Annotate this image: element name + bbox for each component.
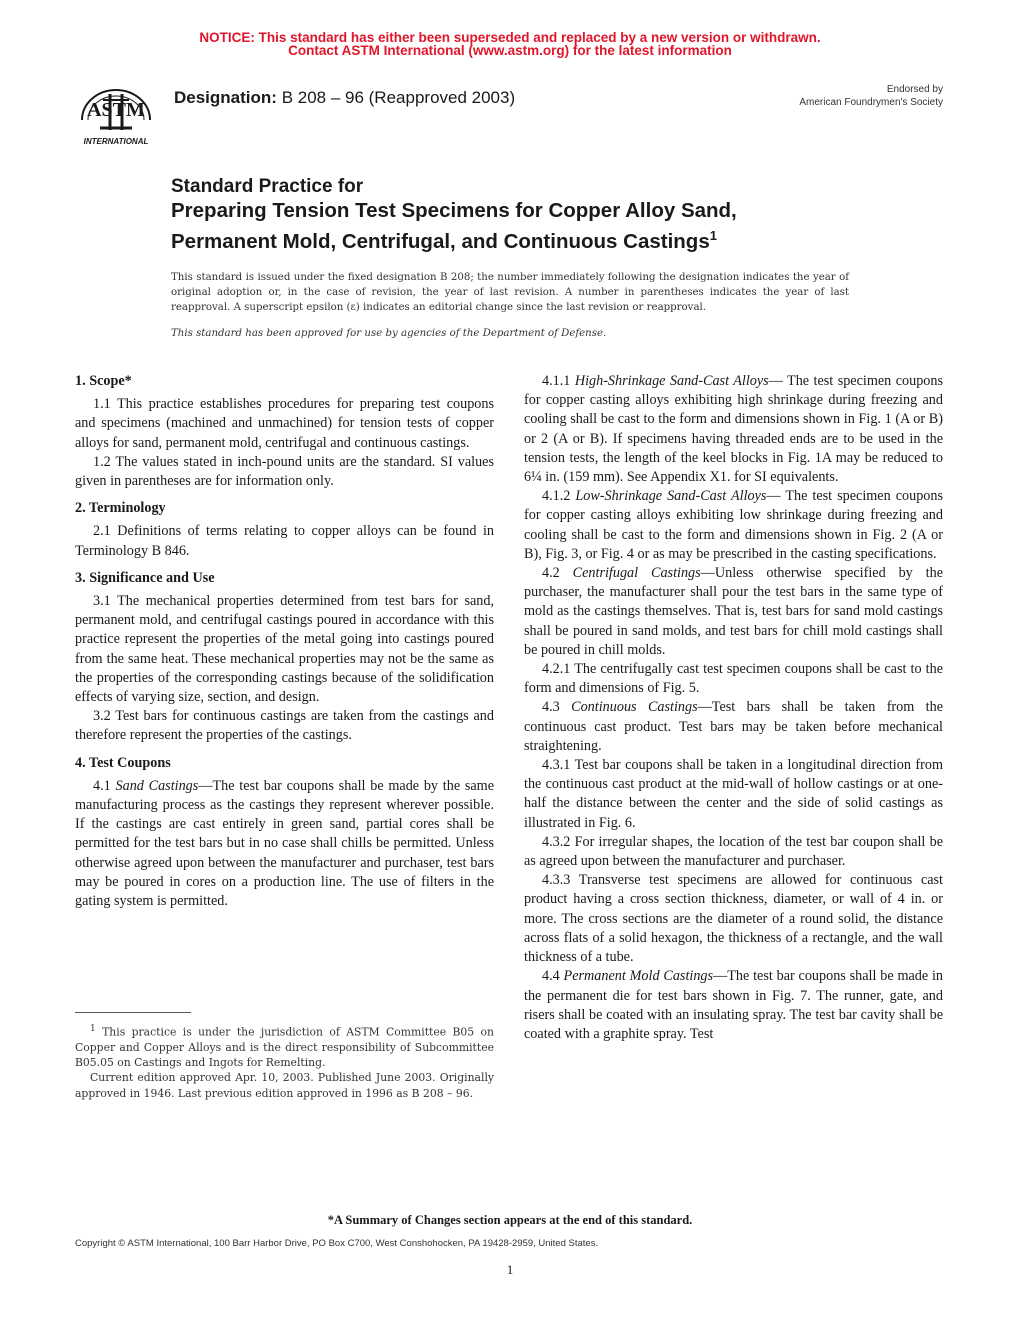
paragraph-4-1-2-text: — The test specimen coupons for copper casting alloys exhibiting low shrinkage during freezing and cooling shall be cast to the form and dimensions shown in Fig. 2 (A or B), Fig. 3, or Fig. 4 or as may be prescribed in the casting specifications.	[524, 488, 943, 562]
paragraph-4-2-1: 4.2.1 The centrifugally cast test specimen coupons shall be cast to the form and dimensions of Fig. 5.	[524, 661, 943, 697]
footnote-1-text: This practice is under the jurisdiction of ASTM Committee B05 on Copper and Copper Alloys and is the direct responsibility of Subcommittee B05.05 on Castings and Ingots for Remelting.	[75, 1025, 494, 1070]
footnote-rule	[75, 1012, 191, 1013]
section-heading-significance: 3. Significance and Use	[75, 569, 215, 586]
paragraph-4-2-title: Centrifugal Castings	[572, 565, 701, 582]
paragraph-4-1-2	[524, 487, 943, 564]
section-heading-scope: 1. Scope*	[75, 373, 132, 389]
paragraph-4-4	[524, 967, 943, 1044]
left-column	[75, 372, 494, 911]
copyright: Copyright © ASTM International, 100 Barr Harbor Drive, PO Box C700, West Conshohocken, PA 19428-2959, United States.	[75, 1238, 599, 1249]
title-line-2: Preparing Tension Test Specimens for Copper Alloy Sand,	[171, 199, 737, 222]
paragraph-4-1-number: 4.1	[93, 777, 116, 794]
footnotes	[75, 1022, 494, 1101]
title-line-3-wrap	[171, 223, 871, 254]
title-line-1: Standard Practice for	[171, 176, 364, 197]
paragraph-4-1	[75, 777, 494, 911]
endorsement	[799, 83, 943, 109]
paragraph-4-3-3: 4.3.3 Transverse test specimens are allowed for continuous cast product having a cross section thickness, diameter, or wall of 4 in. or more. The cross sections are the diameter of a round solid, the distance across flats of a solid hexagon, the thickness of a rectangle, and the wall thickness of a tube.	[524, 872, 943, 966]
paragraph-4-3-title: Continuous Castings	[571, 699, 698, 716]
approval-note: This standard has been approved for use by agencies of the Department of Defense.	[171, 328, 607, 339]
page-number: 1	[506, 1262, 514, 1277]
designation-label: Designation:	[174, 88, 277, 107]
paragraph-4-3	[524, 698, 943, 756]
endorsement-line-2: American Foundrymen's Society	[799, 97, 943, 108]
summary-note: *A Summary of Changes section appears at the end of this standard.	[327, 1213, 693, 1227]
right-column	[524, 372, 943, 1044]
paragraph-4-3-number: 4.3	[542, 699, 572, 716]
paragraph-3-1: 3.1 The mechanical properties determined from test bars for sand, permanent mold, and centrifugal castings poured in accordance with this practice represent the properties of the metal going into castings poured from the same heat. These mechanical properties may not be the same as the properties of the corresponding castings because of the solidification effects of varying size, section, and design.	[75, 593, 494, 706]
paragraph-1-1: 1.1 This practice establishes procedures for preparing test coupons and specimens (machined and unmachined) for tension tests of copper alloys for sand, permanent mold, centrifugal and continuous castings.	[75, 396, 494, 451]
footnote-1-mark: 1	[90, 1024, 96, 1034]
issue-note: This standard is issued under the fixed designation B 208; the number immediately following the designation indicates the year of original adoption or, in the case of revision, the year of last revision. A number in parentheses indicates the year of last reapproval. A superscript epsilon (ε) indicates an editorial change since the last revision or reapproval.	[171, 272, 849, 313]
paragraph-4-2-number: 4.2	[542, 565, 573, 582]
paragraph-4-3-text: —Test bars shall be taken from the continuous cast product. Test bars may be taken before mechanical straightening.	[524, 699, 943, 754]
astm-logo	[70, 80, 162, 148]
notice-line-1: NOTICE: This standard has either been superseded and replaced by a new version or withdrawn.	[199, 30, 821, 45]
paragraph-4-1-text: —The test bar coupons shall be made by the same manufacturing process as the castings they represent wherever possible. If the castings are cast entirely in green sand, partial cores shall be permitted for the test bars but in no case shall chills be permitted. Unless otherwise agreed upon between the manufacturer and purchaser, test bars may be poured in cores on a production line. The use of filters in the gating system is permitted.	[75, 777, 495, 910]
paragraph-2-1: 2.1 Definitions of terms relating to copper alloys can be found in Terminology B 846.	[75, 523, 494, 559]
logo-caption: INTERNATIONAL	[83, 137, 149, 146]
paragraph-4-3-1: 4.3.1 Test bar coupons shall be taken in a longitudinal direction from the continuous cast product at the mid-wall of hollow castings or at one-half the distance between the center and the side of solid castings as illustrated in Fig. 6.	[524, 757, 943, 831]
logo-letters: ASTM	[87, 99, 145, 121]
designation	[174, 88, 515, 108]
paragraph-4-3-2: 4.3.2 For irregular shapes, the location of the test bar coupon shall be as agreed upon between the manufacturer and purchaser.	[524, 833, 943, 870]
title-line-3: Permanent Mold, Centrifugal, and Continuous Castings	[171, 229, 710, 253]
paragraph-4-1-2-title: Low-Shrinkage Sand-Cast Alloys	[575, 488, 767, 505]
paragraph-4-2-text: —Unless otherwise specified by the purchaser, the manufacturer shall pour the test bars in the same type of mold as the castings themselves. That is, test bars for sand mold castings shall be poured in sand molds, and test bars for chill mold castings shall be poured in chill molds.	[524, 565, 944, 658]
paragraph-4-1-1-number: 4.1.1	[542, 373, 575, 389]
footnote-1-edition: Current edition approved Apr. 10, 2003. Published June 2003. Originally approved in 1946. Last previous edition approved in 1996 as B 208 – 96.	[75, 1071, 494, 1100]
designation-value: B 208 – 96 (Reapproved 2003)	[281, 88, 516, 107]
paragraph-3-2: 3.2 Test bars for continuous castings are taken from the castings and therefore represent the properties of the castings.	[75, 708, 494, 744]
paragraph-4-1-1	[524, 372, 943, 487]
endorsement-line-1: Endorsed by	[886, 84, 943, 95]
paragraph-4-1-1-title: High-Shrinkage Sand-Cast Alloys	[574, 373, 769, 389]
paragraph-4-1-title: Sand Castings	[115, 777, 199, 794]
paragraph-4-4-text: —The test bar coupons shall be made in the permanent die for test bars shown in Fig. 7. The runner, gate, and risers shall be coated with an insulating spray. The test bar cavity shall be coated with a graphite spray. Test	[524, 968, 944, 1042]
section-heading-terminology: 2. Terminology	[75, 500, 166, 517]
section-heading-test-coupons: 4. Test Coupons	[75, 754, 171, 771]
paragraph-4-1-1-text: — The test specimen coupons for copper casting alloys exhibiting high shrinkage during freezing and cooling shall be cast to the form and dimensions shown in Fig. 1 (A or B) or 2 (A or B). If specimens having threaded ends are to be used in the tension tests, the length of the keel blocks in Fig. 1A may be reduced to 6¼ in. (159 mm). See Appendix X1. for SI equivalents.	[524, 373, 944, 486]
footnote-1	[75, 1022, 494, 1070]
document-title	[171, 175, 871, 254]
title-footnote-mark: 1	[709, 228, 717, 243]
paragraph-4-4-title: Permanent Mold Castings	[563, 968, 714, 985]
paragraph-4-4-number: 4.4	[542, 968, 564, 985]
paragraph-4-2	[524, 564, 943, 660]
notice-line-2: Contact ASTM International (www.astm.org) for the latest information	[288, 43, 732, 58]
paragraph-4-1-2-number: 4.1.2	[542, 488, 576, 505]
paragraph-1-2: 1.2 The values stated in inch-pound units are the standard. SI values given in parentheses are for information only.	[75, 453, 494, 490]
